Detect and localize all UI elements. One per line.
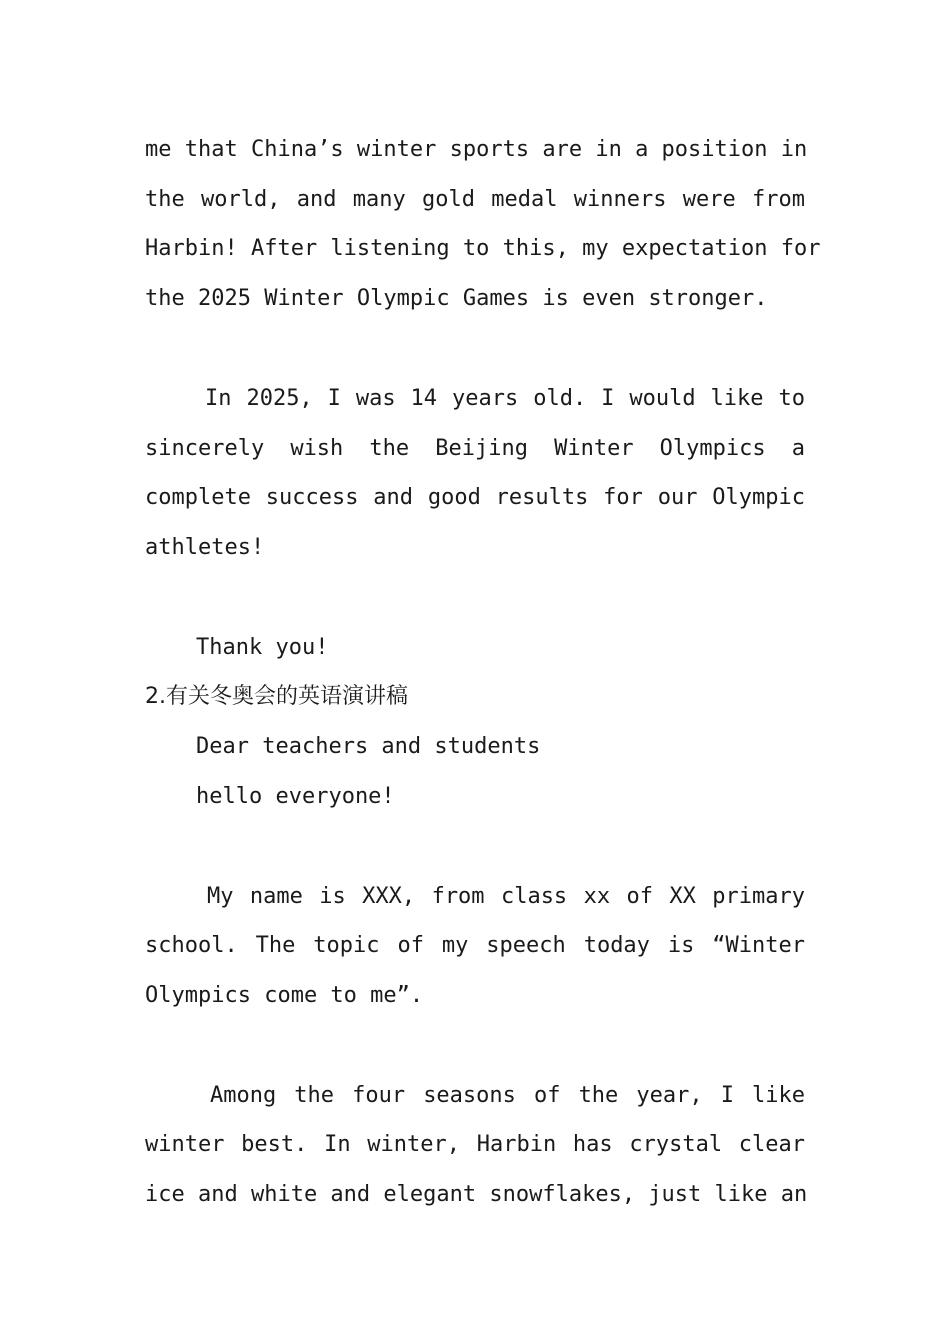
text-line: Harbin! After listening to this, my expectation for xyxy=(145,236,821,261)
text-line: winter best. In winter, Harbin has crystal clear xyxy=(145,1132,805,1157)
text-line: My name is XXX, from class xx of XX primary xyxy=(207,884,805,909)
greeting-line: Dear teachers and students xyxy=(196,734,541,759)
closing-text: Thank you! xyxy=(196,635,329,660)
section-heading: 2.有关冬奥会的英语演讲稿 xyxy=(145,684,408,709)
text-line: the world, and many gold medal winners were from xyxy=(145,187,805,212)
text-line: Among the four seasons of the year, I like xyxy=(210,1083,805,1108)
text-line: ice and white and elegant snowflakes, just like an xyxy=(145,1182,808,1207)
text-line: athletes! xyxy=(145,535,265,560)
greeting-line: hello everyone! xyxy=(196,784,395,809)
text-line: In 2025, I was 14 years old. I would like to xyxy=(205,386,805,411)
text-line: Olympics come to me”. xyxy=(145,983,424,1008)
text-line: sincerely wish the Beijing Winter Olympics a xyxy=(145,436,805,461)
text-line: the 2025 Winter Olympic Games is even stronger. xyxy=(145,286,768,311)
text-line: me that China’s winter sports are in a position in xyxy=(145,137,808,162)
text-line: complete success and good results for our Olympic xyxy=(145,485,805,510)
text-line: school. The topic of my speech today is “Winter xyxy=(145,933,805,958)
